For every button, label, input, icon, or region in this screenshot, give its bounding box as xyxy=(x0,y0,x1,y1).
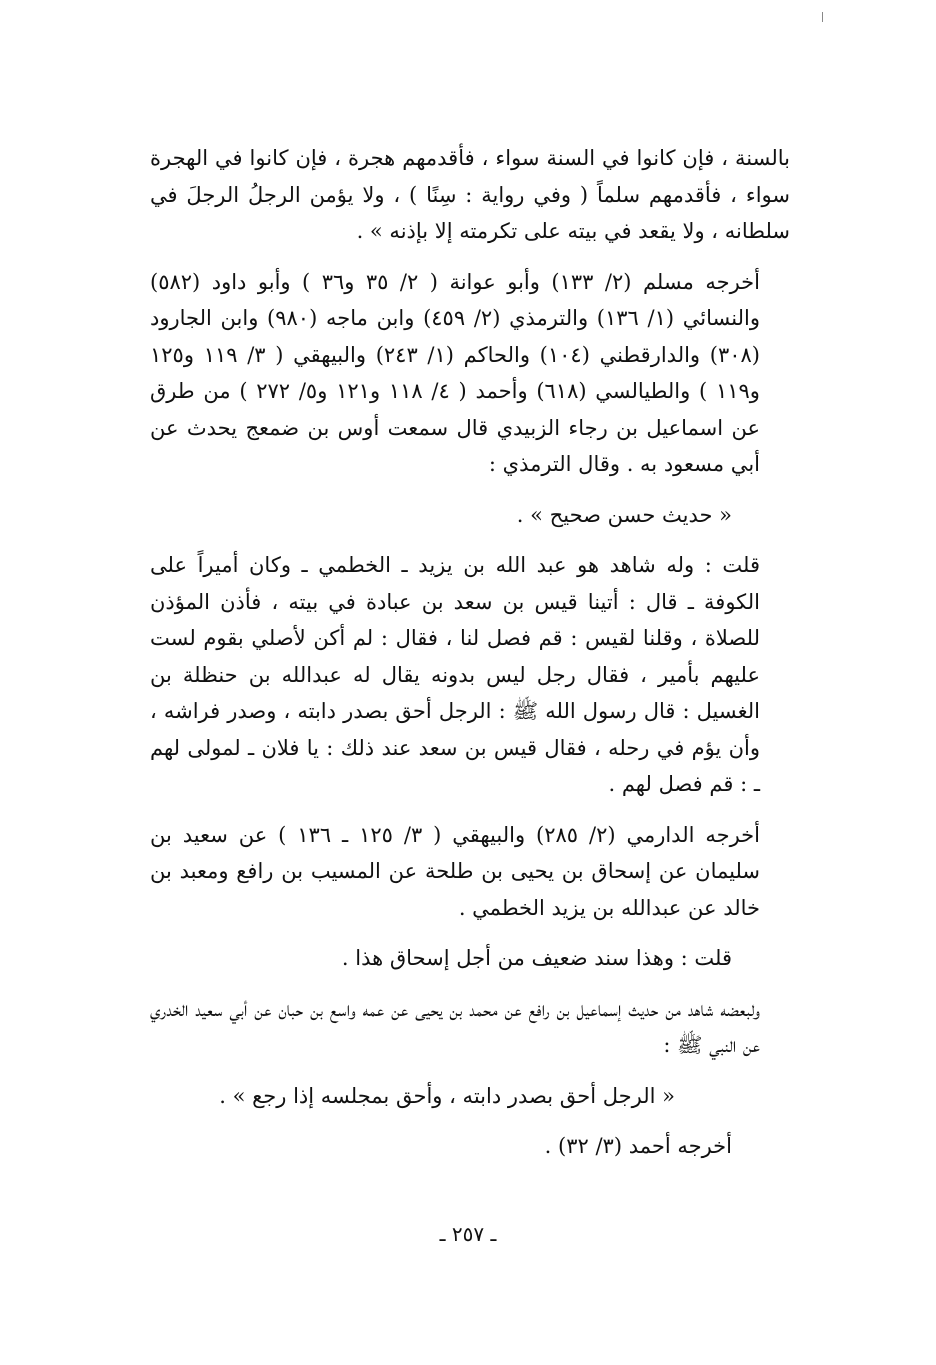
paragraph-shahid-khudri: ولبعضه شاهد من حديث إسماعيل بن رافع عن محمد بن يحيى عن عمه واسع بن حبان عن أبي سعيد الخدري عن النبي ﷺ : xyxy=(150,996,760,1057)
paragraph-takhrij-1: أخرجه مسلم (٢/ ١٣٣) وأبو عوانة ( ٢/ ٣٥ و٣٦ ) وأبو داود (٥٨٢) والنسائي (١/ ١٣٦) والترمذي (٢/ ٤٥٩) وابن ماجه (٩٨٠) وابن الجارود (٣٠٨) والدارقطني (١٠٤) والحاكم (١/ ٢٤٣) والبيهقي ( ٣/ ١١٩ و١٢٥ و١١٩ ) والطيالسي (٦١٨) وأحمد ( ٤/ ١١٨ و١٢١ و٥/ ٢٧٢ ) من طرق عن اسماعيل بن رجاء الزبيدي قال سمعت أوس بن ضمعج يحدث عن أبي مسعود به . وقال الترمذي : xyxy=(150,269,760,476)
main-text xyxy=(150,140,790,1179)
paragraph-takhrij-3: أخرجه أحمد (٣/ ٣٢) . xyxy=(544,1134,732,1158)
paragraph-sanad-grade: قلت : وهذا سند ضعيف من أجل إسحاق هذا . xyxy=(341,946,732,970)
page-number: ـ ٢٥٧ ـ xyxy=(439,1222,497,1246)
scan-mark xyxy=(822,12,823,22)
paragraph-hadith-text: بالسنة ، فإن كانوا في السنة سواء ، فأقدمهم هجرة ، فإن كانوا في الهجرة سواء ، فأقدمهم سلماً ( وفي رواية : سِنًا ) ، ولا يؤمن الرجلُ الرجلَ في سلطانه ، ولا يقعد في بيته على تكرمته إلا بإذنه » . xyxy=(150,146,790,243)
paragraph-shahid-khatmi: قلت : وله شاهد هو عبد الله بن يزيد ـ الخطمي ـ وكان أميراً على الكوفة ـ قال : أتينا قيس بن سعد بن عبادة في بيته ، فأذن المؤذن للصلاة ، وقلنا لقيس : قم فصل لنا ، فقال : لم أكن لأصلي بقوم لست عليهم بأمير ، فقال رجل ليس بدونه يقال له عبدالله بن حنظلة بن الغسيل : قال رسول الله ﷺ : الرجل أحق بصدر دابته ، وصدر فراشه ، وأن يؤم في رحله ، فقال قيس بن سعد عند ذلك : يا فلان ـ لمولى لهم ـ : قم فصل لهم . xyxy=(150,553,760,796)
paragraph-takhrij-2: أخرجه الدارمي (٢/ ٢٨٥) والبيهقي ( ٣/ ١٢٥ ـ ١٣٦ ) عن سعيد بن سليمان عن إسحاق بن يحيى بن طلحة عن المسيب بن رافع ومعبد بن خالد عن عبدالله بن يزيد الخطمي . xyxy=(150,822,760,920)
paragraph-hadith-quote: « الرجل أحق بصدر دابته ، وأحق بمجلسه إذا رجع » . xyxy=(219,1083,675,1108)
paragraph-tirmidhi-grade: « حديث حسن صحيح » . xyxy=(516,502,732,527)
